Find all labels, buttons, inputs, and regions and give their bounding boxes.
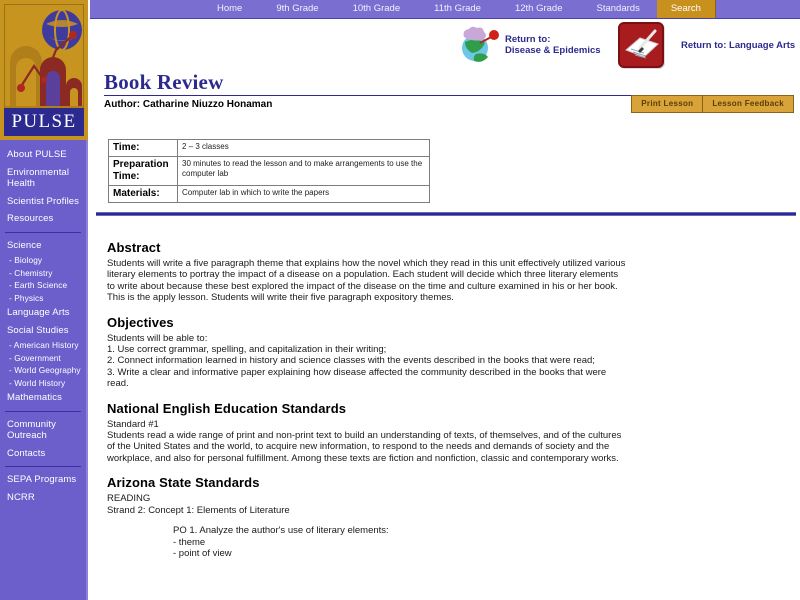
lesson-action-buttons <box>631 95 794 113</box>
national-standards-section <box>107 401 627 465</box>
page-title: Book Review <box>104 70 224 94</box>
return-disease-line2: Disease & Epidemics <box>505 45 601 56</box>
topnav-item-standards[interactable]: Standards <box>596 3 640 14</box>
sidebar-item-mathematics[interactable]: Mathematics <box>7 392 62 403</box>
return-disease-line1: Return to: <box>505 34 551 45</box>
table-row <box>109 140 430 157</box>
arizona-standards-heading: Arizona State Standards <box>107 475 260 491</box>
objectives-intro: Students will be able to: <box>107 332 208 344</box>
sidebar-item-language-arts[interactable]: Language Arts <box>7 307 70 318</box>
section-divider-rule <box>96 212 796 216</box>
sidebar <box>0 0 88 600</box>
info-value: 30 minutes to read the lesson and to make arrangements to use the computer lab <box>178 157 430 186</box>
sidebar-item-world-geography[interactable]: - World Geography <box>9 365 81 375</box>
objectives-section <box>107 315 627 390</box>
sidebar-divider <box>5 466 81 467</box>
info-key: Materials: <box>109 186 178 203</box>
return-to-language-arts-link[interactable] <box>618 22 795 68</box>
sidebar-item-earth-science[interactable]: - Earth Science <box>9 280 68 290</box>
arizona-bullet: - theme <box>173 536 206 548</box>
header-strip <box>90 19 800 72</box>
objective-item: 1. Use correct grammar, spelling, and capitalization in their writing; <box>107 344 387 356</box>
sidebar-item-science[interactable]: Science <box>7 239 42 251</box>
sidebar-item-contacts[interactable]: Contacts <box>7 447 46 459</box>
objectives-list <box>107 344 627 390</box>
sidebar-item-ncrr[interactable]: NCRR <box>7 491 35 503</box>
sidebar-item-community-outreach[interactable]: Community Outreach <box>7 418 56 441</box>
objectives-heading: Objectives <box>107 314 174 330</box>
objective-item: 2. Connect information learned in history and science classes with the events described in the books that were read; <box>107 355 595 367</box>
sidebar-item-american-history[interactable]: - American History <box>9 340 79 350</box>
return-language-arts-label: Return to: Language Arts <box>681 39 796 51</box>
lesson-feedback-button[interactable]: Lesson Feedback <box>703 96 793 112</box>
topnav-item-search[interactable]: Search <box>657 0 716 18</box>
sidebar-nav <box>0 140 86 506</box>
sidebar-item-scientist-profiles[interactable]: Scientist Profiles <box>7 195 80 207</box>
national-standards-heading: National English Education Standards <box>107 400 347 416</box>
return-disease-label <box>505 34 601 56</box>
abstract-body: Students will write a five paragraph theme that explains how the novel which they read in this unit effectively utilized various literary elements to portray the impact of a disease on a population. Each student will decide which three literary elements to write about because these best explored the impact of the disease on the time and culture examined in his or her book. This is the apply lesson. Students will write their five paragraph expository themes. <box>107 258 626 304</box>
arizona-bullet-list <box>107 537 627 560</box>
paper-and-pen-icon <box>618 22 664 68</box>
sidebar-divider <box>5 232 81 233</box>
sidebar-divider <box>5 411 81 412</box>
lesson-info-table <box>108 139 430 203</box>
info-value: Computer lab in which to write the papers <box>178 186 430 203</box>
lesson-content <box>107 240 627 570</box>
sidebar-item-world-history[interactable]: - World History <box>9 377 66 388</box>
return-to-disease-epidemics-link[interactable] <box>456 23 601 67</box>
topnav-item-10th-grade[interactable]: 10th Grade <box>352 3 401 14</box>
logo-wordmark: PULSE <box>4 108 84 136</box>
sidebar-item-biology[interactable]: - Biology <box>9 255 43 265</box>
info-value: 2 – 3 classes <box>178 140 430 157</box>
topnav-item-12th-grade[interactable]: 12th Grade <box>514 3 563 14</box>
national-standards-body: Students read a wide range of print and non-print text to build an understanding of texts, of themselves, and of the cultures of the United States and the world, to acquire new information, to respond to the needs and demands of society and the workplace, and also for personal fulfillment. Among these texts are fiction and nonfiction, classic and contemporary works. <box>107 430 622 464</box>
arizona-standards-section <box>107 475 627 559</box>
topnav-item-9th-grade[interactable]: 9th Grade <box>276 3 319 14</box>
topnav-item-11th-grade[interactable]: 11th Grade <box>434 3 481 14</box>
sidebar-item-sepa-programs[interactable]: SEPA Programs <box>7 474 77 485</box>
sidebar-item-environmental-health[interactable]: Environmental Health <box>7 166 70 189</box>
info-key: Time: <box>109 140 178 157</box>
globe-pushpin-icon <box>456 23 500 67</box>
sidebar-item-physics[interactable]: - Physics <box>9 292 44 303</box>
arizona-bullet: - point of view <box>173 547 232 559</box>
sidebar-item-resources[interactable]: Resources <box>7 213 54 224</box>
arizona-po-line: PO 1. Analyze the author's use of literary elements: <box>173 525 389 537</box>
topnav-item-home[interactable]: Home <box>217 3 243 14</box>
arizona-reading-label: READING <box>107 493 151 505</box>
arizona-strand-label: Strand 2: Concept 1: Elements of Literature <box>107 504 290 516</box>
pulse-logo[interactable] <box>0 0 88 140</box>
national-standards-subheading: Standard #1 <box>107 418 159 430</box>
sidebar-item-about-pulse[interactable]: About PULSE <box>7 149 67 160</box>
abstract-heading: Abstract <box>107 240 161 255</box>
print-lesson-button[interactable]: Print Lesson <box>632 96 703 112</box>
arizona-spacer <box>107 516 627 525</box>
top-navigation-bar <box>90 0 800 19</box>
table-row <box>109 157 430 186</box>
sidebar-item-social-studies[interactable]: Social Studies <box>7 324 69 336</box>
abstract-section <box>107 240 627 304</box>
sidebar-item-chemistry[interactable]: - Chemistry <box>9 267 53 278</box>
objective-item: 3. Write a clear and informative paper explaining how disease affected the community described in the books that were read. <box>107 366 607 390</box>
info-key: Preparation Time: <box>109 157 178 186</box>
author-line: Author: Catharine Niuzzo Honaman <box>104 99 273 110</box>
table-row <box>109 186 430 203</box>
sidebar-item-government[interactable]: - Government <box>9 352 61 363</box>
